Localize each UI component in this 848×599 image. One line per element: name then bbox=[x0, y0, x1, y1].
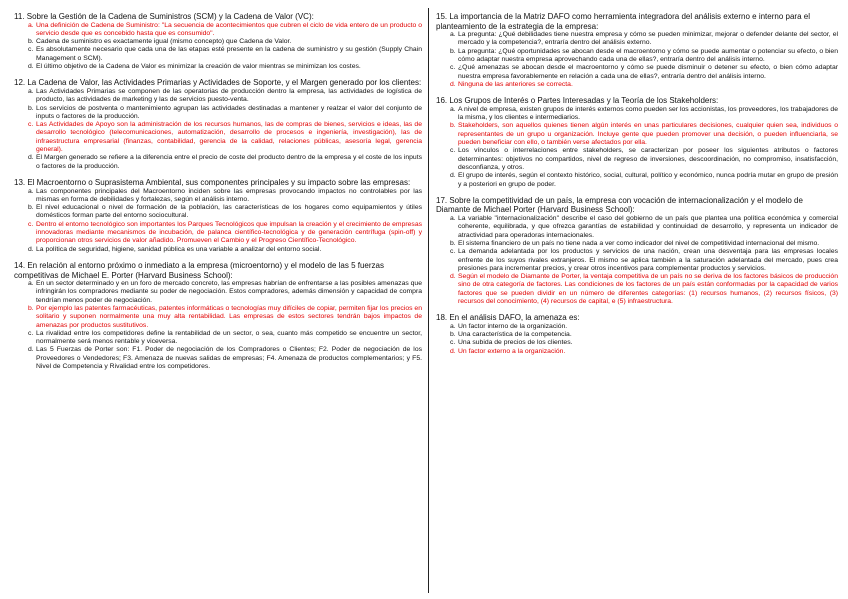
option-letter: d. bbox=[28, 63, 34, 71]
options-list bbox=[436, 106, 838, 189]
option-letter: a. bbox=[450, 105, 456, 113]
option-letter: c. bbox=[450, 147, 456, 155]
answer-option-highlighted bbox=[28, 304, 422, 330]
option-text: Un factor externo a la organización. bbox=[458, 347, 566, 355]
option-letter: a. bbox=[450, 31, 456, 39]
answer-option bbox=[450, 172, 838, 189]
answer-option bbox=[28, 38, 422, 46]
option-text: Los servicios de postventa o mantenimiento agrupan las actividades destinadas a mantener y realzar el valor del conjunto de inputs o factores de la producción. bbox=[36, 104, 422, 120]
answer-option bbox=[450, 105, 838, 123]
answer-option-highlighted bbox=[28, 220, 422, 246]
option-text: El nivel educacional o nivel de formación de la población, las características de los hogares como equipamientos y útiles domésticos forman parte del entorno sociocultural. bbox=[36, 204, 422, 220]
answer-option bbox=[450, 47, 838, 65]
answer-option-highlighted bbox=[28, 21, 422, 39]
options-list bbox=[436, 31, 838, 89]
option-letter: c. bbox=[450, 248, 456, 256]
answer-option bbox=[450, 322, 838, 331]
options-list bbox=[14, 280, 422, 371]
option-text: Según el modelo de Diamante de Porter, la ventaja competitiva de un país no se deriva de los factores básicos de producción sino de otra categoría de factores. Las condiciones de los factores de un país están conformadas por la capacidad de varios factores que se pueden dividir en un número de diferentes categorías: (1) recursos humanos, (2) recursos físicos, (3) recursos del conocimiento, (4) recursos de capital, e (5) infraestructura. bbox=[458, 273, 838, 305]
option-text: Las Actividades Primarias se componen de las operatorias de producción dentro la empresa, las actividades de logística de producto, las actividades de marketing y las de servicios puesto-venta. bbox=[36, 87, 422, 104]
option-letter: a. bbox=[28, 21, 34, 29]
option-text: A nivel de empresa, existen grupos de interés externos como pueden ser los accionistas, los proveedores, los trabajadores de la misma, y los clientes e intermediarios. bbox=[458, 105, 838, 122]
answer-option bbox=[28, 104, 422, 122]
answer-option bbox=[450, 31, 838, 48]
option-letter: a. bbox=[28, 280, 34, 288]
answer-option bbox=[450, 147, 838, 172]
question-block bbox=[436, 196, 838, 306]
question-text: 16. Los Grupos de Interés o Partes Interesadas y la Teoría de los Stakeholders: bbox=[436, 96, 719, 106]
answer-option bbox=[450, 239, 838, 248]
option-letter: d. bbox=[28, 346, 34, 354]
question-block bbox=[14, 261, 422, 371]
answer-option bbox=[28, 46, 422, 63]
option-letter: a. bbox=[450, 322, 456, 330]
option-letter: b. bbox=[28, 38, 34, 46]
option-letter: b. bbox=[450, 239, 456, 247]
option-text: Las Actividades de Apoyo son la administración de los recursos humanos, las de compras de bienes, servicios e ideas, las de desarrollo tecnológico (telecomunicaciones, automatización, desarrollo de procesos e ingeniería, investigación), las de infraestructura empresarial (finanzas, contabilidad, gerencia de la calidad, relaciones públicas, asesoría legal, gerencia general). bbox=[36, 121, 422, 154]
right-column bbox=[436, 12, 838, 363]
option-letter: b. bbox=[450, 47, 456, 55]
option-text: Dentro el entorno tecnológico son importantes los Parques Tecnológicos que impulsan la creación y el crecimiento de empresas innovadoras mediante mecanismos de incubación, de palanca científico-tecnológica y de generación centrífuga (spin-off) y proporcionan otros servicios de valor añadido. Promueven el Cambio y el Progreso Científico-Tecnológico. bbox=[36, 220, 422, 245]
answer-option bbox=[28, 280, 422, 305]
option-text: La rivalidad entre los competidores define la rentabilidad de un sector, o sea, cuanto más competido se encuentre un sector, normalmente será menos rentable y viceversa. bbox=[36, 329, 422, 346]
option-letter: d. bbox=[450, 273, 456, 281]
option-text: Ninguna de las anteriores se correcta. bbox=[458, 80, 573, 88]
option-letter: d. bbox=[450, 80, 456, 88]
option-letter: d. bbox=[28, 245, 34, 253]
answer-option bbox=[28, 63, 422, 71]
option-text: El sistema financiero de un país no tiene nada a ver como indicador del nivel de competitividad internacional del mismo. bbox=[458, 239, 820, 247]
option-text: La pregunta: ¿Qué oportunidades se abocan desde el macroentorno y cómo se puede aumentar o potenciar su efecto, o bien cómo adaptar nuestra empresa aprovechando cada una de ellas?, entraría dentro del análisis interno. bbox=[458, 47, 838, 64]
option-letter: a. bbox=[450, 215, 456, 223]
answer-option bbox=[450, 331, 838, 339]
question-text: 12. La Cadena de Valor, las Actividades Primarias y Actividades de Soporte, y el Margen generado por los clientes: bbox=[14, 78, 422, 88]
option-text: ¿Qué amenazas se abocan desde el macroentorno y cómo se puede disminuir o detener su efecto, o bien cómo adaptar nuestra empresa favorablemente en relación a cada una de ellas?, entraría dentro del análisis interno. bbox=[458, 64, 838, 80]
question-block bbox=[436, 313, 838, 356]
option-letter: c. bbox=[28, 121, 34, 129]
question-block bbox=[436, 96, 838, 189]
question-text: 18. En el análisis DAFO, la amenaza es: bbox=[436, 313, 580, 323]
option-letter: c. bbox=[28, 46, 34, 54]
answer-option bbox=[28, 329, 422, 347]
option-text: Es absolutamente necesario que cada una de las etapas esté presente en la cadena de suministro y su gestión (Supply Chain Management o SCM). bbox=[36, 46, 422, 62]
option-text: El grupo de interés, según el contexto histórico, social, cultural, político y económico, nunca podría mutar en grupo de presión y a posteriori en grupo de poder. bbox=[458, 172, 838, 188]
option-letter: c. bbox=[28, 220, 34, 228]
answer-option-highlighted bbox=[450, 347, 838, 356]
option-letter: d. bbox=[450, 172, 456, 180]
options-list bbox=[14, 22, 422, 72]
option-text: Una definición de Cadena de Suministro: "La secuencia de acontecimientos que cubren el ciclo de vida entero de un producto o servicio desde que es concebido hasta que es consumido". bbox=[36, 21, 422, 37]
question-block bbox=[14, 78, 422, 171]
answer-option bbox=[450, 64, 838, 81]
option-letter: b. bbox=[28, 304, 34, 312]
answer-option bbox=[450, 248, 838, 273]
answer-option-highlighted bbox=[450, 122, 838, 147]
option-letter: a. bbox=[28, 87, 34, 95]
option-text: Un factor interno de la organización. bbox=[458, 322, 568, 330]
question-text: 13. El Macroentorno o Suprasistema Ambiental, sus componentes principales y su impacto sobre las empresas: bbox=[14, 177, 411, 187]
options-list bbox=[14, 88, 422, 171]
option-letter: d. bbox=[450, 347, 456, 355]
answer-option bbox=[28, 187, 422, 205]
option-letter: c. bbox=[28, 329, 34, 337]
option-text: La demanda adelantada por los productos y servicios de una nación, crean una desventaja para las empresas locales enfrente de los suyos rivales extranjeros. El mismo se aplica también a la saturación adelantada del mercado, pues crea presiones para incrementar precios, y crear otros incentivos para complementar productos y servicios. bbox=[458, 248, 838, 272]
option-letter: d. bbox=[28, 154, 34, 162]
answer-option bbox=[450, 215, 838, 240]
answer-option bbox=[28, 245, 422, 254]
option-text: La política de seguridad, higiene, sanidad pública es una variable a analizar del entorno social. bbox=[36, 245, 322, 253]
options-list bbox=[436, 215, 838, 306]
left-column bbox=[14, 12, 422, 378]
option-letter: b. bbox=[450, 331, 456, 339]
option-text: En un sector determinado y en un foro de mercado concreto, las empresas habrían de enfrentarse a las posibles amenazas que infringirán los compradores mediante su poder de negociación. Estos compradores, además dimensión y capacidad de compra tendrían menos poder de negociación. bbox=[36, 280, 422, 304]
options-list bbox=[436, 323, 838, 356]
question-block bbox=[14, 178, 422, 254]
answer-option-highlighted bbox=[450, 273, 838, 306]
question-text: 14. En relación al entorno próximo o inmediato a la empresa (microentorno) y el modelo de las 5 fuerzas competitivas de Michael E. Porter (Harvard Business School): bbox=[14, 260, 384, 280]
option-text: La pregunta: ¿Qué debilidades tiene nuestra empresa y cómo se pueden minimizar, mejorar o defender delante del sector, el mercado y la competencia?, entraría dentro del análisis externo. bbox=[458, 31, 838, 47]
option-text: Las componentes principales del Macroentorno inciden sobre las empresas provocando impactos no controlables por las mismas en forma de debilidades y fortalezas, según el análisis interno. bbox=[36, 187, 422, 203]
option-letter: b. bbox=[28, 104, 34, 112]
question-text: 11. Sobre la Gestión de la Cadena de Suministros (SCM) y la Cadena de Valor (VC): bbox=[14, 12, 314, 21]
option-letter: c. bbox=[450, 64, 456, 72]
option-letter: b. bbox=[28, 204, 34, 212]
option-letter: a. bbox=[28, 187, 34, 195]
option-text: La variable "internacionalización" describe el caso del gobierno de un país que plantea una política económica y comercial coherente, equilibrada, y que ofrezca garantías de estabilidad y continuidad de desarrollo, y representa un indicador de atractividad para operadoras internacionales. bbox=[458, 215, 838, 239]
option-letter: b. bbox=[450, 122, 456, 130]
answer-option-highlighted bbox=[450, 80, 838, 89]
question-text: 15. La importancia de la Matriz DAFO como herramienta integradora del análisis externo e interno para el planteamiento de la estrategia de la empresa: bbox=[436, 12, 810, 31]
option-text: Cadena de suministro es exactamente igual (mismo concepto) que Cadena de Valor. bbox=[36, 38, 292, 46]
options-list bbox=[14, 188, 422, 254]
answer-option bbox=[28, 346, 422, 371]
option-text: El último objetivo de la Cadena de Valor es minimizar la creación de valor mientras se minimizan los costes. bbox=[36, 63, 361, 71]
option-letter: c. bbox=[450, 339, 456, 347]
question-text: 17. Sobre la competitividad de un país, la empresa con vocación de internacionalización y el modelo de Diamante de Michael Porter (Harvard Business School): bbox=[436, 195, 803, 215]
answer-option bbox=[450, 339, 838, 347]
answer-option bbox=[28, 204, 422, 221]
answer-option bbox=[28, 154, 422, 171]
option-text: Por ejemplo las patentes farmacéuticas, patentes informáticas o tecnologías muy difíciles de copiar, permiten fijar los precios en solitario y suponen normalmente una muy alta rentabilidad. Las empresas de estos sectores tendrán bajos impactos de amenazas por productos sustitutivos. bbox=[36, 304, 422, 329]
option-text: El Margen generado se refiere a la diferencia entre el precio de coste del producto dentro de la empresa y el coste de los inputs o factores de la producción. bbox=[36, 154, 422, 170]
question-block bbox=[14, 12, 422, 71]
option-text: Una subida de precios de los clientes. bbox=[458, 339, 573, 347]
option-text: Una característica de la competencia. bbox=[458, 331, 572, 339]
question-block bbox=[436, 12, 838, 89]
option-text: Las 5 Fuerzas de Porter son: F1. Poder de negociación de los Compradores o Clientes; F2. Poder de negociación de los Proveedores o Vendedores; F3. Amenaza de nuevas salidas de empresas; F4. Amenaza de productos complementarios; y F5. Nivel de Competencia y Rivalidad entre los competidores. bbox=[36, 346, 422, 371]
option-text: Stakeholders, son aquellos quienes tienen algún interés en unas particulares decisiones, cualquier quien sea, individuos o representantes de un grupo u organización. Incluye gente que pueden promover una decisión, o pueden influenciarla, se pueden beneficiar con ello, o también verse afectados por ella. bbox=[458, 122, 838, 147]
answer-option-highlighted bbox=[28, 121, 422, 154]
column-divider bbox=[428, 8, 429, 593]
option-text: Los vínculos o interrelaciones entre stakeholders, se caracterizan por poseer los siguientes atributos o factores determinantes: objetivos no compartidos, nivel de regreso de inversiones, descoordinación, no compromiso, insatisfacción, desconfianza, y otros. bbox=[458, 147, 838, 171]
answer-option bbox=[28, 87, 422, 105]
